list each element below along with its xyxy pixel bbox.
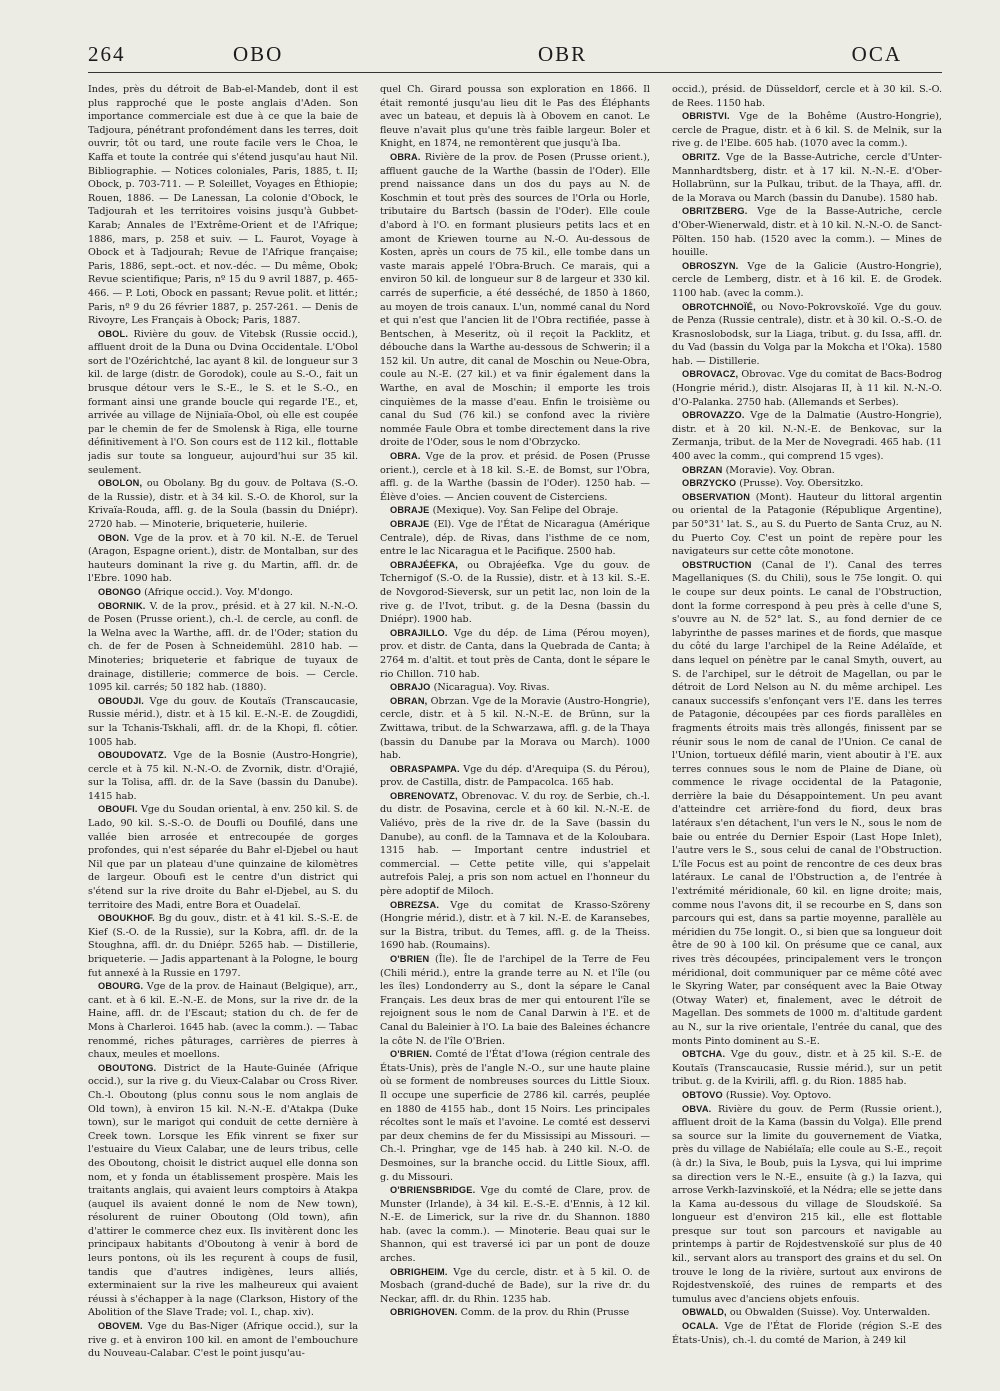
entry-headword: OBROTCHNOÏÉ, <box>682 301 756 312</box>
entry-headword: OBOL. <box>98 328 129 339</box>
running-head-left: OBO <box>233 42 284 66</box>
entry-headword: O'BRIENSBRIDGE. <box>390 1185 476 1196</box>
dictionary-entry <box>380 1184 650 1266</box>
entry-text: Bg du gouv., distr. et à 41 kil. S.-S.-E. de Kief (S.-O. de la Russie), sur la Kobra, affl. dr. de la Stoughna, affl. dr. du Dniépr. 5265 hab. — Distillerie, briqueterie. — Jadis appartenant à la Pologne, le bourg fut annexé à la Russie en 1797. <box>88 913 358 979</box>
entry-text: Obrenovac. V. du roy. de Serbie, ch.-l. du distr. de Posavina, cercle et à 60 kil. N.-N.-E. de Valiévo, près de la rive dr. de la Save (bassin du Danube), au confl. de la Tamnava et de la Koloubara. 1315 hab. — Important centre industriel et commercial. — Cette petite ville, qui s'appelait autrefois Palej, a pris son nom actuel en l'honneur du père adoptif de Miloch. <box>380 790 650 898</box>
entry-headword: OBONGO <box>98 586 142 597</box>
dictionary-entry <box>672 1089 942 1103</box>
dictionary-entry <box>88 532 358 586</box>
dictionary-entry <box>672 151 942 205</box>
entry-headword: OBRASPAMPA. <box>390 763 460 774</box>
running-head-center: OBR <box>538 42 588 66</box>
entry-text: Rivière du gouv. de Vitebsk (Russie occid.), affluent droit de la Duna ou Dvina Occidentale. L'Obol sort de l'Ozérichtché, lac ayant 8 kil. de longueur sur 3 kil. de large (distr. de Gorodok), coule au S.-O., fait un brusque détour vers le S.-E., le S. et le S.-O., en formant ainsi une grande boucle qui regarde l'E., et, arrivée au village de Nijniaïa-Obol, où elle est coupée par le chemin de fer de Smolensk à Riga, elle tourne définitivement à l'O. Son cours est de 112 kil., flottable jadis sur toute sa longueur, aujourd'hui sur 35 kil. seulement. <box>88 328 358 476</box>
entry-text: occid.), présid. de Düsseldorf, cercle et à 30 kil. S.-O. de Rees. 1150 hab. <box>672 84 942 109</box>
entry-headword: OBOUDJI. <box>98 695 145 706</box>
entry-headword: O'BRIEN. <box>390 1049 433 1060</box>
dictionary-entry <box>88 328 358 478</box>
entry-headword: OBOUFI. <box>98 804 138 815</box>
entry-text: Vge du comté de Clare, prov. de Munster (Irlande), à 34 kil. E.-S.-E. d'Ennis, à 12 kil. N.-E. de Limerick, sur la rive dr. du Shannon. 1880 hab. (avec la comm.). — Minoterie. Beau quai sur le Shannon, qui est traversé ici par un pont de douze arches. <box>380 1185 650 1265</box>
dictionary-entry <box>380 899 650 953</box>
entry-headword: OBRZAN <box>682 464 723 475</box>
entry-headword: OBRAJE <box>390 505 430 516</box>
entry-headword: OBRIGHOVEN. <box>390 1307 458 1318</box>
entry-headword: OBRA. <box>390 451 421 462</box>
dictionary-entry <box>380 559 650 627</box>
column-right <box>672 83 942 1373</box>
entry-text: Vge de la prov. et présid. de Posen (Prusse orient.), cercle et à 18 kil. S.-E. de Bomst, sur l'Obra, affl. g. de la Warthe (bassin de l'Oder). 1250 hab. — Élève d'oies. — Ancien couvent de Cisterciens. <box>380 451 650 503</box>
entry-headword: OBRAJO <box>390 682 431 693</box>
entry-text: Comm. de la prov. du Rhin (Prusse <box>460 1307 630 1319</box>
entry-headword: OBOURG. <box>98 981 144 992</box>
entry-text: ou Obrajéefka. Vge du gouv. de Tchernigof (S.-O. de la Russie), distr. et à 13 kil. S.-E. de Novgorod-Sieversk, sur un petit lac, non loin de la rive g. de l'Ivot, tribut. g. de la Desna (bassin du Dniépr). 1900 hab. <box>380 559 650 626</box>
dictionary-entry <box>380 518 650 559</box>
dictionary-entry <box>672 1048 942 1089</box>
entry-headword: OBRAJE <box>390 519 430 529</box>
text-columns <box>88 83 942 1373</box>
entry-headword: OBRAJILLO. <box>390 627 448 638</box>
dictionary-entry <box>88 803 358 912</box>
entry-headword: OBSTRUCTION <box>682 559 752 570</box>
entry-text: ou Novo-Pokrovskoïé. Vge du gouv. de Penza (Russie centrale), distr. et à 30 kil. O.-S.-O. de Krasnoslobodsk, sur la Liaga, tribut. g. du Issa, affl. dr. du Vad (bassin du Volga par la Mokcha et l'Oka). 1580 hab. — Distillerie. <box>672 301 942 367</box>
dictionary-entry <box>88 1320 358 1361</box>
entry-headword: OBROSZYN. <box>682 260 739 271</box>
entry-headword: OBRENOVATZ, <box>390 790 458 801</box>
dictionary-entry <box>672 110 942 151</box>
entry-text: Vge du dép. de Lima (Pérou moyen), prov. et distr. de Canta, dans la Quebrada de Canta; à 2764 m. d'altit. et tout près de Canta, dont le sépare le rio Chillon. 710 hab. <box>380 627 650 680</box>
entry-text: Obrovac. Vge du comitat de Bacs-Bodrog (Hongrie mérid.), distr. Alsojaras II, à 11 kil. N.-N.-O. d'O-Palanka. 2750 hab. (Allemands et Serbes). <box>672 369 942 408</box>
entry-text: (Mont). Hauteur du littoral argentin ou oriental de la Patagonie (République Argentine), par 50°31' lat. S., au S. du Puerto de Santa Cruz, au N. du Puerto Coy. C'est un point de repère pour les navigateurs sur cette côte monotone. <box>672 491 942 558</box>
entry-headword: OBOVEM. <box>98 1321 143 1332</box>
entry-headword: OBON. <box>98 532 130 543</box>
entry-text: Vge de la Bohême (Austro-Hongrie), cercle de Prague, distr. et à 6 kil. S. de Melnik, sur la rive g. de l'Elbe. 605 hab. (1070 avec la comm.). <box>672 111 942 150</box>
entry-text: ou Obolany. Bg du gouv. de Poltava (S.-O. de la Russie), distr. et à 34 kil. S.-O. de Khorol, sur la Krivaïa-Rouda, affl. g. de la Soula (bassin du Dniépr). 2720 hab. — Minoterie, briqueterie, huilerie. <box>88 478 358 530</box>
entry-headword: OBRAN, <box>390 695 428 706</box>
dictionary-entry <box>380 504 650 518</box>
entry-headword: OBRIGHEIM. <box>390 1266 448 1277</box>
entry-text: Indes, près du détroit de Bab-el-Mandeb, dont il est plus rapproché que le poste anglais d'Aden. Son importance commerciale est due à ce que la baie de Tadjoura, pénétrant profondément dans les terres, doit ouvrir, tôt ou tard, une route facile vers le Choa, le Kaffa et toute la contrée qui s'étend jusqu'au haut Nil. Bibliographie. — Notices coloniales, Paris, 1885, t. II; Obock, p. 703-711. — P. Soleillet, Voyages en Éthiopie; Rouen, 1886. — De Lanessan, La colonie d'Obock, le Tadjourah et les territoires voisins jusqu'à Gubbet-Karab; Annales de l'Extrême-Orient et de l'Afrique; 1886, mars, p. 258 et suiv. — L. Faurot, Voyage à Obock et à Tadjourah; Revue de l'Afrique française; Paris, 1886, sept.-oct. et nov.-déc. — Du même, Obok; Revue scientifique; Paris, nº 15 du 9 avril 1887, p. 465-466. — P. Loti, Obock en passant; Revue polit. et littér.; Paris, nº 9 du 26 février 1887, p. 257-261. — Denis de Rivoyre, Les Français à Obock; Paris, 1887. <box>88 84 358 327</box>
entry-headword: OBRAJÉEFKA, <box>390 559 459 570</box>
entry-text: (Canal de l'). Canal des terres Magellaniques (S. du Chili), sous le 75e longit. O. qui le coupe sur deux points. Le canal de l'Obstruction, dont la forme correspond à peu près à celle d'une S, s'ouvre au N. de 52° lat. S., au fond dernier de ce labyrinthe de passes marines et de fiords, que masque du côté du large l'archipel de la Reine Adélaïde, et dans lequel on pénètre par le canal Smyth, ouvert, au S. de l'archipel, sur le détroit de Magellan, ou par le détroit de Lord Nelson au N. du même archipel. Les canaux successifs s'enfonçant vers l'E. dans les terres de Patagonie, découpées par ces fiords parallèles en fragments étroits mais très allongés, finissent par se réunir sous le nom de canal de l'Union. Ce canal de l'Union, tortueux défilé marin, vient aboutir à l'E. aux terres connues sous le nom de Plaine de Diane, où commence le rivage occidental de la Patagonie, derrière la baie du Désappointement. Un peu avant d'atteindre cet arrière-fond du fiord, deux bras latéraux s'en détachent, l'un vers le N., sous le nom de baie ou entrée du Dernier Espoir (Last Hope Inlet), l'autre vers le S., sous celui de canal de l'Obstruction. L'île Focus est au point de rencontre de ces deux bras latéraux. Le canal de l'Obstruction a, de l'entrée à l'extrémité méridionale, 60 kil. en ligne droite; mais, comme nous l'avons dit, il se recourbe en S, dans son parcours qui est, dans sa partie moyenne, parallèle au méridien du 75e longit. O., si bien que sa longueur doit être de 90 à 100 kil. On présume que ce canal, aux rives très découpées, principalement vers le tronçon méridional, doit communiquer par ce même côté avec le Skyring Water, par conséquent avec la Baie Otway (Otway Water) et, finalement, avec le détroit de Magellan. Des sommets de 1000 m. d'altitude gardent au N., sur la rive orientale, l'entrée du canal, que des monts Pinto dominent au S.-E. <box>672 559 942 1047</box>
entry-text: Vge de la Bosnie (Austro-Hongrie), cercle et à 75 kil. N.-N.-O. de Zvornik, distr. d'Orajié, sur la Tolisa, affl. dr. de la Save (bassin du Danube). 1415 hab. <box>88 750 358 802</box>
entry-text: (Russie). Voy. Optovo. <box>725 1089 832 1101</box>
entry-headword: OBRITZBERG. <box>682 206 748 217</box>
entry-headword: OBRZYCKO <box>682 478 737 489</box>
entry-text: Vge du comitat de Krasso-Szöreny (Hongrie mérid.), distr. et à 7 kil. N.-E. de Karansebes, sur la Bistra, tribut. du Temes, affl. g. de la Theiss. 1690 hab. (Roumains). <box>380 899 650 952</box>
entry-text: (El). Vge de l'État de Nicaragua (Amérique Centrale), dép. de Rivas, dans l'isthme de ce nom, entre le lac Nicaragua et le Pacifique. 2500 hab. <box>380 519 650 558</box>
entry-headword: OBRISTVI. <box>682 111 730 122</box>
dictionary-entry <box>88 83 358 328</box>
dictionary-entry <box>672 260 942 301</box>
dictionary-entry <box>88 600 358 695</box>
entry-text: Vge du dép. d'Arequipa (S. du Pérou), prov. de Castilla, distr. de Pampacolca. 165 hab. <box>380 763 650 789</box>
entry-text: (Prusse). Voy. Obersitzko. <box>739 478 864 490</box>
dictionary-entry <box>88 586 358 600</box>
entry-headword: OBREZSA. <box>390 899 440 910</box>
dictionary-entry <box>672 205 942 259</box>
entry-text: Vge du gouv., distr. et à 25 kil. S.-E. de Koutaïs (Transcaucasie, Russie mérid.), sur un petit tribut. g. de la Kvirili, affl. g. du Rion. 1885 hab. <box>672 1049 942 1088</box>
entry-text: Vge du Soudan oriental, à env. 250 kil. S. de Lado, 90 kil. S.-S.-O. de Doufli ou Doufilé, dans une vallée bien arrosée et entrecoupée de gorges profondes, qui n'est séparée du Bahr el-Djebel ou haut Nil que par un plateau d'une quinzaine de kilomètres de largeur. Oboufi est le centre d'un district qui s'étend sur la rive droite du Bahr el-Djebel, au S. du territoire des Madi, entre Bora et Ouadelaï. <box>88 804 358 911</box>
entry-text: Vge du cercle, distr. et à 5 kil. O. de Mosbach (grand-duché de Bade), sur la rive dr. du Neckar, affl. dr. du Rhin. 1235 hab. <box>380 1266 650 1305</box>
dictionary-entry <box>380 450 650 504</box>
entry-text: Vge de la Dalmatie (Austro-Hongrie), distr. et à 20 kil. N.-N.-E. de Benkovac, sur la Zermanja, tribut. de la Mer de Novegradi. 465 hab. (11 400 avec la comm., qui comprend 15 vges). <box>672 410 942 463</box>
entry-headword: OBRA. <box>390 151 421 162</box>
entry-headword: OBTCHA. <box>682 1049 726 1060</box>
dictionary-entry <box>88 695 358 749</box>
dictionary-entry <box>380 763 650 790</box>
entry-text: District de la Haute-Guinée (Afrique occid.), sur la rive g. du Vieux-Calabar ou Cross River. Ch.-l. Oboutong (plus connu sous le nom anglais de Old town), à environ 15 kil. N.-N.-E. d'Atakpa (Duke town), sur le marigot qui conduit de cette dernière à Creek town. Lorsque les Efik vinrent se fixer sur l'estuaire du Vieux Calabar, une de leurs tribus, celle des Oboutong, choisit le district auquel elle donna son nom, et y fonda un établissement prospère. Mais les traitants anglais, qui avaient leurs comptoirs à Atakpa (auquel ils avaient donné le nom de New town), résolurent de ruiner Oboutong (Old town), afin d'attirer le commerce chez eux. Ils invitèrent donc les principaux habitants d'Oboutong à venir à bord de leurs pontons, où ils les reçurent à coups de fusil, tandis que d'autres indigènes, leurs alliés, exterminaient sur la rive les malheureux qui avaient réussi à s'échapper à la nage (Clarkson, History of the Abolition of the Slave Trade; vol. I., chap. xiv). <box>88 1062 358 1319</box>
dictionary-entry <box>380 695 650 763</box>
dictionary-entry <box>672 1103 942 1307</box>
entry-text: Comté de l'État d'Iowa (région centrale des États-Unis), près de l'angle N.-O., sur une haute plaine où se forment de nombreuses sources du Little Sioux. Il occupe une superficie de 2786 kil. carrés, peuplée en 1880 de 4155 hab., dont 15 Noirs. Les principales récoltes sont le maïs et l'avoine. Le comté est desservi par deux chemins de fer du Mississipi au Missouri. — Ch.-l. Pringhar, vge de 145 hab. à 240 kil. N.-O. de Desmoines, sur la branche occid. du Little Sioux, affl. g. du Missouri. <box>380 1049 650 1183</box>
entry-text: (Moravie). Voy. Obran. <box>725 464 835 476</box>
page-header <box>88 38 942 73</box>
dictionary-entry <box>380 1266 650 1307</box>
dictionary-entry <box>380 1306 650 1320</box>
entry-text: Vge de la prov. de Hainaut (Belgique), arr., cant. et à 6 kil. E.-N.-E. de Mons, sur la rive dr. de la Haine, affl. dr. de l'Escaut; station du ch. de fer de Mons à Charleroi. 1645 hab. (avec la comm.). — Tabac renommé, riches pâturages, carrières de pierres à chaux, meules et moellons. <box>88 981 358 1061</box>
dictionary-entry <box>380 151 650 450</box>
entry-headword: OBOLON, <box>98 478 143 489</box>
entry-headword: OBROVACZ, <box>682 369 739 380</box>
entry-headword: OBROVAZZO. <box>682 410 745 421</box>
column-left <box>88 83 358 1373</box>
entry-headword: OCALA. <box>682 1321 719 1332</box>
dictionary-entry <box>88 980 358 1062</box>
dictionary-entry <box>672 301 942 369</box>
entry-text: Vge de la Basse-Autriche, cercle d'Ober-Wienerwald, distr. et à 10 kil. N.-N.-O. de Sanct-Pölten. 150 hab. (1520 avec la comm.). — Mines de houille. <box>672 206 942 259</box>
entry-text: Obrzan. Vge de la Moravie (Austro-Hongrie), cercle, distr. et à 5 kil. N.-N.-E. de Brünn, sur la Zwittawa, tribut. de la Schwarzawa, affl. g. de la Thaya (bassin du Danube par la Morava ou March). 1000 hab. <box>380 695 650 762</box>
entry-text: (Île). Île de l'archipel de la Terre de Feu (Chili mérid.), entre la grande terre au N. et l'île (ou les îles) Londonderry au S., dont la sépare le Canal Français. Les deux bras de mer qui entourent l'île se rejoignent sous le nom de Canal Darwin à l'E. et de Canal du Baleinier à l'O. La baie des Baleines échancre la côte N. de l'île O'Brien. <box>380 954 650 1047</box>
entry-text: (Afrique occid.). Voy. M'dongo. <box>144 586 293 598</box>
entry-headword: OBTOVO <box>682 1089 723 1100</box>
entry-text: (Nicaragua). Voy. Rivas. <box>433 682 550 694</box>
entry-text: quel Ch. Girard poussa son exploration en 1866. Il était remonté jusqu'au lieu dit le Pas des Éléphants avec un bateau, et depuis là à Obovem en canot. Le fleuve n'avait plus qu'une très faible largeur. Boler et Knight, en 1874, ne remontèrent que jusqu'à Iba. <box>380 84 650 150</box>
entry-headword: O'BRIEN <box>390 954 430 964</box>
entry-text: V. de la prov., présid. et à 27 kil. N.-N.-O. de Posen (Prusse orient.), ch.-l. de cercle, au confl. de la Welna avec la Warthe, affl. dr. de l'Oder; station du ch. de fer de Posen à Schneidemühl. 2810 hab. — Minoteries; briqueterie et fabrique de tuyaux de drainage, distillerie; commerce de bois. — Cercle. 1095 kil. carrés; 50 182 hab. (1880). <box>88 600 358 694</box>
entry-headword: OBWALD, <box>682 1307 727 1318</box>
page-number: 264 <box>88 42 126 66</box>
dictionary-entry <box>672 1306 942 1320</box>
dictionary-entry <box>672 1320 942 1347</box>
entry-headword: OBORNIK. <box>98 600 146 611</box>
dictionary-entry <box>88 477 358 531</box>
entry-text: Vge du Bas-Niger (Afrique occid.), sur la rive g. et à environ 100 kil. en amont de l'embouchure du Nouveau-Calabar. C'est le point jusqu'au- <box>88 1321 358 1360</box>
entry-headword: OBOUKHOF. <box>98 913 155 924</box>
dictionary-entry <box>380 681 650 695</box>
dictionary-entry <box>672 464 942 478</box>
entry-text: Rivière du gouv. de Perm (Russie orient.), affluent droit de la Kama (bassin du Volga). Elle prend sa source sur la limite du gouvernement de Viatka, près du village de Nabiélaïa; elle coule au S.-E., reçoit (à dr.) la Siva, le Boub, puis la Lysva, qui lui imprime sa direction vers le N.-E., ensuite (à g.) la Iazva, qui arrose Verkh-Iazvinskoïé, et la Nédra; elle se jette dans la Kama au-dessous du village de Sloudskoïé. Sa longueur est d'environ 215 kil., elle est flottable presque sur tout son parcours et navigable au printemps à partir de Rojdestvenskoïé sur plus de 40 kil., servant alors au transport des grains et du sel. On trouve le long de la rivière, surtout aux environs de Rojdestvenskoïé, des ruines de remparts et des tumulus avec d'anciens objets enfouis. <box>672 1103 942 1305</box>
entry-text: Vge du gouv. de Koutaïs (Transcaucasie, Russie mérid.), distr. et à 15 kil. E.-N.-E. de Zougdidi, sur la Tchanis-Tskhali, affl. dr. de la Khopi, fl. côtier. 1005 hab. <box>88 695 358 748</box>
column-middle <box>380 83 650 1373</box>
dictionary-entry <box>380 790 650 899</box>
dictionary-entry <box>672 83 942 110</box>
entry-text: (Mexique). Voy. San Felipe del Obraje. <box>432 505 619 517</box>
dictionary-entry <box>88 912 358 980</box>
entry-text: Vge de l'État de Floride (région S.-E des États-Unis), ch.-l. du comté de Marion, à 249 kil <box>672 1321 942 1346</box>
dictionary-entry <box>88 1062 358 1320</box>
entry-text: Vge de la Galicie (Austro-Hongrie), cercle de Lemberg, distr. et à 16 kil. E. de Grodek. 1100 hab. (avec la comm.). <box>672 260 942 299</box>
entry-text: Rivière de la prov. de Posen (Prusse orient.), affluent gauche de la Warthe (bassin de l'Oder). Elle prend naissance dans un dos du pays au N. de Koschmin et tout près des sources de l'Orla ou Horle, tributaire du Bartsch (bassin de l'Oder). Elle coule d'abord à l'O. en formant plusieurs petits lacs et en amont de Kriewen tourne au N.-O. Au-dessous de Kosten, après un cours de 75 kil., elle tombe dans un vaste marais appelé l'Obra-Bruch. Ce marais, qui a environ 50 kil. de longueur sur 8 de largeur et 330 kil. carrés de superficie, a été desséché, de 1850 à 1860, au moyen de trois canaux. L'un, nommé canal du Nord et qui n'est que l'ancien lit de l'Obra rectifiée, passe à Bentschen, à Meseritz, où il reçoit la Packlitz, et débouche dans la Warthe au-dessous de Schwerin; il a 152 kil. Un autre, dit canal de Moschin ou Neue-Obra, coule au N.-E. (27 kil.) et va finir également dans la Warthe, en aval de Moschin; il emporte les trois cinquièmes de la masse d'eau. Enfin le troisième ou canal du Sud (76 kil.) se confond avec la rivière nommée Faule Obra et tombe directement dans la rive droite de l'Oder, sous le nom d'Obrzycko. <box>380 151 650 449</box>
entry-headword: OBOUDOVATZ. <box>98 750 167 761</box>
dictionary-entry <box>672 477 942 491</box>
dictionary-entry <box>88 749 358 803</box>
dictionary-entry <box>672 409 942 463</box>
running-head-right: OCA <box>851 42 902 66</box>
entry-text: ou Obwalden (Suisse). Voy. Unterwalden. <box>729 1307 931 1319</box>
entry-headword: OBSERVATION <box>682 491 751 502</box>
dictionary-entry <box>380 953 650 1048</box>
dictionary-entry <box>672 559 942 1048</box>
dictionary-entry <box>672 368 942 409</box>
dictionary-entry <box>380 627 650 681</box>
entry-text: Vge de la Basse-Autriche, cercle d'Unter-Mannhardtsberg, distr. et à 17 kil. N.-N.-E. d'Ober-Hollabrünn, sur la Pulkau, tribut. de la Thaya, affl. dr. de la Morava ou March (bassin du Danube). 1580 hab. <box>672 151 942 204</box>
dictionary-entry <box>380 83 650 151</box>
dictionary-entry <box>380 1048 650 1184</box>
dictionary-entry <box>672 491 942 559</box>
entry-headword: OBVA. <box>682 1103 712 1114</box>
entry-headword: OBRITZ. <box>682 151 721 162</box>
entry-headword: OBOUTONG. <box>98 1062 157 1073</box>
entry-text: Vge de la prov. et à 70 kil. N.-E. de Teruel (Aragon, Espagne orient.), distr. de Montalban, sur des hauteurs dominant la rive g. du Martin, affl. dr. de l'Ebre. 1090 hab. <box>88 532 358 585</box>
